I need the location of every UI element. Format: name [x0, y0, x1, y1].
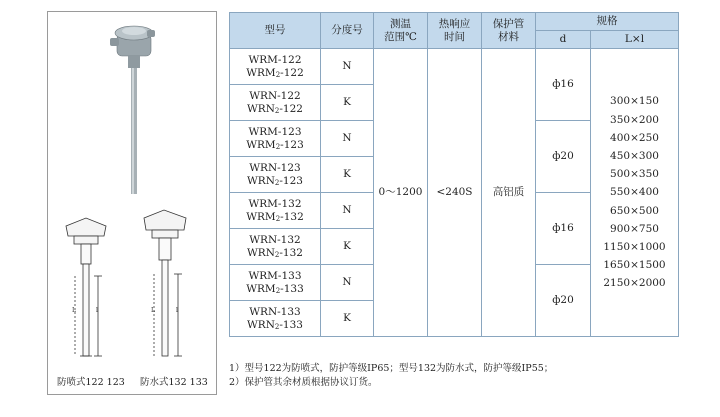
model-secondary-suffix: -133	[280, 282, 304, 295]
header-response-line1: 热响应	[438, 18, 471, 31]
model-secondary-subscript: 2	[275, 286, 281, 295]
model-cell	[230, 121, 321, 157]
model-primary: WRM-133	[248, 270, 302, 283]
header-range	[374, 13, 428, 49]
model-secondary-subscript: 2	[274, 178, 280, 187]
model-cell	[230, 265, 321, 301]
model-secondary-subscript: 2	[275, 214, 281, 223]
product-figure-panel	[47, 11, 217, 395]
length-item: 350×200	[610, 113, 659, 126]
spec-table	[229, 12, 679, 337]
model-secondary-prefix: WRN	[247, 318, 275, 331]
drawing-splashproof	[66, 218, 106, 356]
svg-text:l: l	[176, 307, 178, 314]
diameter-cell: ф20	[536, 121, 591, 193]
length-list	[591, 92, 678, 292]
length-item: 300×150	[610, 95, 659, 108]
graduation-cell: N	[321, 49, 374, 85]
header-response	[428, 13, 482, 49]
model-secondary-subscript: 2	[274, 322, 280, 331]
model-secondary	[230, 103, 320, 115]
model-secondary-suffix: -122	[279, 102, 303, 115]
model-cell	[230, 49, 321, 85]
graduation-cell: N	[321, 193, 374, 229]
model-cell	[230, 193, 321, 229]
length-item: 450×300	[610, 149, 659, 162]
table-row	[230, 49, 679, 85]
model-secondary-subscript: 2	[275, 70, 281, 79]
model-secondary-suffix: -132	[279, 246, 303, 259]
header-response-line2: 时间	[444, 30, 465, 43]
graduation-cell: K	[321, 229, 374, 265]
model-secondary-prefix: WRN	[247, 102, 275, 115]
model-primary: WRM-123	[248, 126, 302, 139]
length-item: 550×400	[610, 186, 659, 199]
header-model: 型号	[230, 13, 321, 49]
graduation-cell: K	[321, 301, 374, 337]
thermocouple-illustration	[48, 12, 218, 396]
model-secondary-suffix: -132	[280, 210, 304, 223]
model-cell	[230, 301, 321, 337]
model-cell	[230, 229, 321, 265]
model-primary: WRM-132	[248, 198, 302, 211]
model-secondary-subscript: 2	[275, 142, 281, 151]
model-secondary	[230, 283, 320, 295]
length-item: 1150×1000	[603, 241, 666, 253]
model-secondary-subscript: 2	[274, 106, 280, 115]
model-secondary-suffix: -122	[280, 66, 304, 79]
svg-text:l: l	[96, 307, 98, 314]
model-secondary-prefix: WRM	[246, 210, 276, 223]
model-secondary-suffix: -133	[279, 318, 303, 331]
length-item: 400×250	[610, 131, 659, 144]
model-secondary	[230, 211, 320, 223]
model-secondary	[230, 175, 320, 187]
model-primary: WRN-122	[249, 90, 301, 103]
drawing-waterproof	[144, 210, 186, 356]
footnote-2: 2）保护管其余材质根据协议订货。	[229, 377, 378, 388]
graduation-cell: N	[321, 265, 374, 301]
model-cell	[230, 85, 321, 121]
caption-waterproof: 防水式132 133	[140, 377, 208, 388]
model-secondary-prefix: WRN	[247, 246, 275, 259]
model-secondary-prefix: WRN	[247, 174, 275, 187]
header-spec: 规格	[536, 13, 679, 31]
length-list-cell	[591, 49, 679, 337]
header-range-line1: 测温	[390, 18, 411, 31]
model-primary: WRN-133	[249, 306, 301, 319]
model-secondary-suffix: -123	[280, 138, 304, 151]
model-secondary-prefix: WRM	[246, 282, 276, 295]
graduation-cell: K	[321, 85, 374, 121]
model-primary: WRN-123	[249, 162, 301, 175]
model-primary: WRM-122	[248, 54, 302, 67]
footnote-1: 1）型号122为防喷式，防护等级IP65；型号132为防水式，防护等级IP55；	[229, 363, 554, 374]
thermocouple-photo	[110, 26, 155, 194]
header-d: d	[536, 31, 591, 49]
model-secondary-prefix: WRM	[246, 138, 276, 151]
model-cell	[230, 157, 321, 193]
length-item: 2150×2000	[603, 277, 666, 290]
range-cell: 0～1200	[374, 49, 428, 337]
length-item: 650×500	[610, 204, 659, 217]
header-material-line1: 保护管	[492, 18, 525, 31]
model-secondary	[230, 247, 320, 259]
footnotes	[229, 362, 553, 390]
model-secondary-suffix: -123	[279, 174, 303, 187]
header-range-line2: 范围℃	[384, 30, 417, 43]
diameter-cell: ф16	[536, 193, 591, 265]
model-secondary	[230, 139, 320, 151]
model-secondary-subscript: 2	[274, 250, 280, 259]
caption-splashproof: 防喷式122 123	[57, 377, 125, 388]
model-secondary-prefix: WRM	[246, 66, 276, 79]
length-item: 900×750	[610, 222, 659, 235]
model-primary: WRN-132	[249, 234, 301, 247]
length-item: 1650×1500	[603, 259, 666, 272]
header-material	[482, 13, 536, 49]
graduation-cell: K	[321, 157, 374, 193]
graduation-cell: N	[321, 121, 374, 157]
material-cell: 高铝质	[482, 49, 536, 337]
diameter-cell: ф20	[536, 265, 591, 337]
header-material-line2: 材料	[498, 30, 519, 43]
diameter-cell: ф16	[536, 49, 591, 121]
length-item: 500×350	[610, 168, 659, 181]
svg-text:L: L	[72, 307, 76, 314]
svg-text:L: L	[151, 307, 155, 314]
model-secondary	[230, 319, 320, 331]
header-graduation: 分度号	[321, 13, 374, 49]
response-cell: <240S	[428, 49, 482, 337]
header-lxl: L×l	[591, 31, 679, 49]
model-secondary	[230, 67, 320, 79]
